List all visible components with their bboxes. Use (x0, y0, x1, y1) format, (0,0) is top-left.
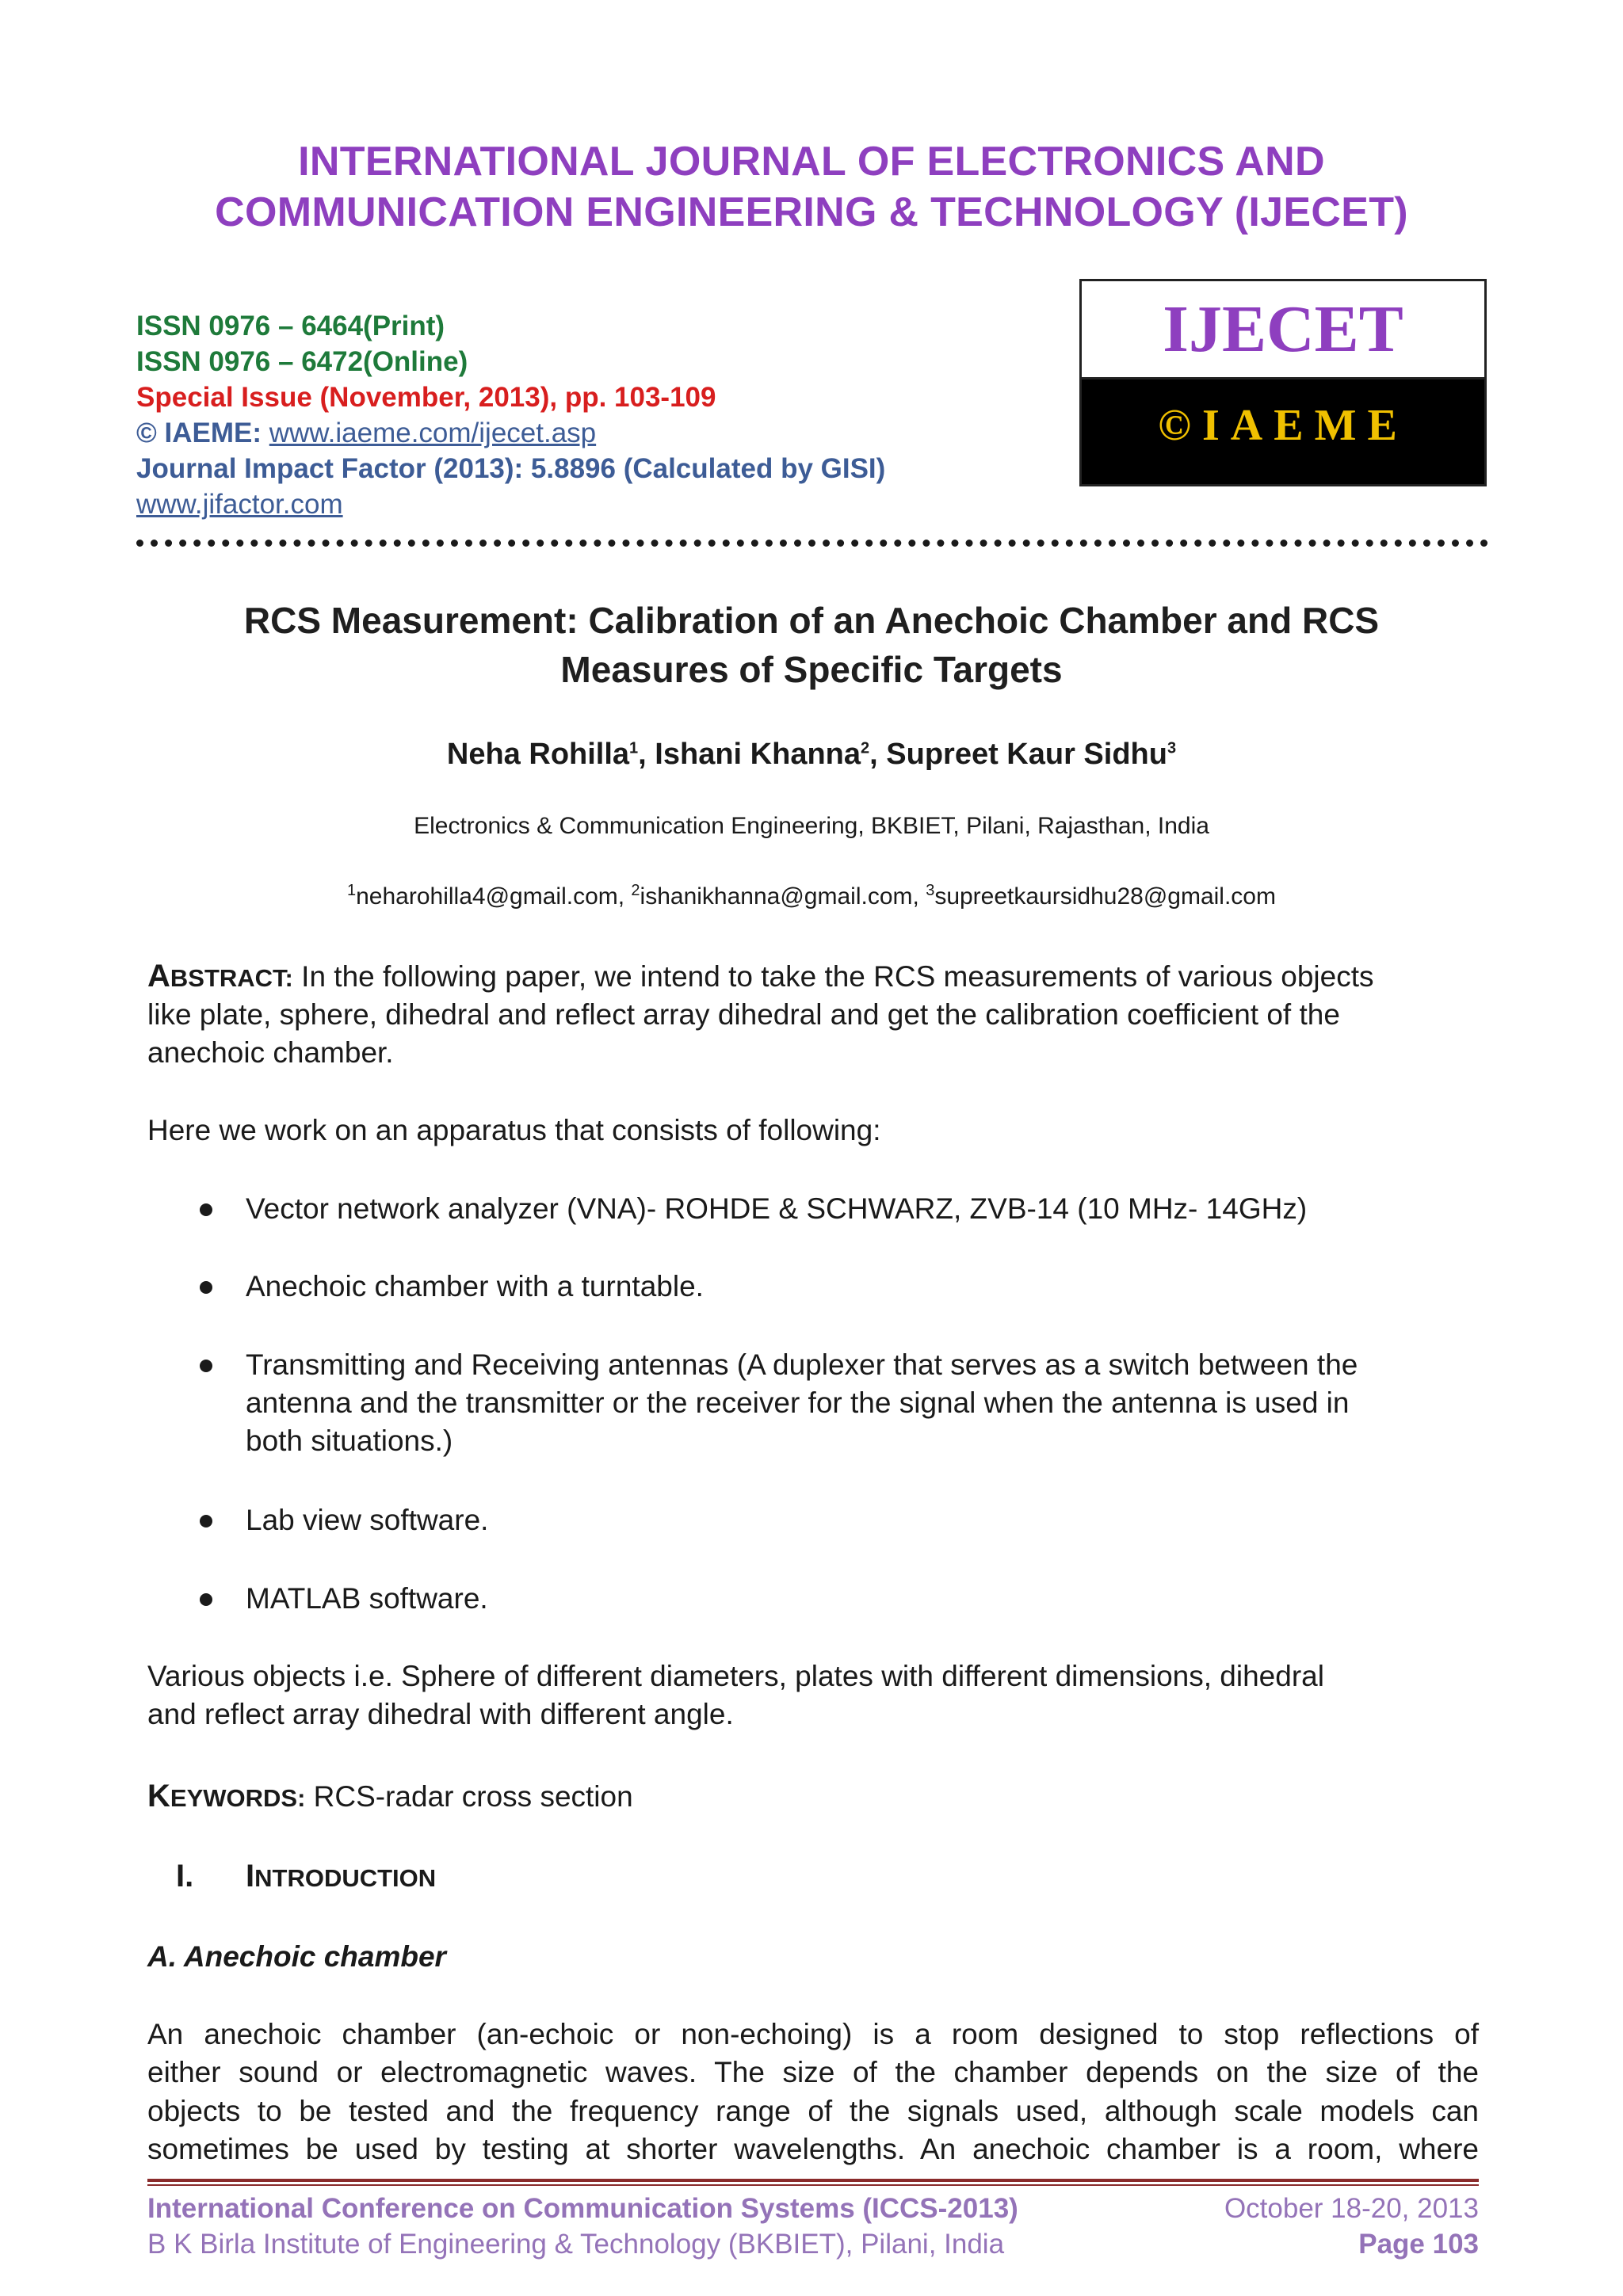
bullet-dot (200, 1515, 212, 1527)
logo-title: IJECET (1082, 281, 1484, 379)
abstract-label: ABSTRACT: (147, 959, 293, 994)
ijecet-logo (1079, 279, 1487, 486)
bullet-dot (200, 1593, 212, 1606)
impact-factor: Journal Impact Factor (2013): 5.8896 (Calculated by GISI) (136, 453, 886, 484)
bullet-item: Vector network analyzer (VNA)- ROHDE & SCHWARZ, ZVB-14 (10 MHz- 14GHz) (246, 1192, 1308, 1225)
bullet-dot (200, 1281, 212, 1294)
email-list: $^1$neharohilla4@gmail.com, $^2$ishanikhanna@gmail.com, $^3$supreetkaursidhu28@gmail.com (347, 882, 1276, 910)
intro-line: objects to be tested and the frequency range of the signals used, although scale models can (147, 2095, 1479, 2127)
abstract-line: like plate, sphere, dihedral and reflect array dihedral and get the calibration coefficient of the (147, 998, 1340, 1031)
email-sup: 2 (631, 882, 640, 899)
author-list: Neha Rohilla$^1$, Ishani Khanna$^2$, Supreet Kaur Sidhu$^3$ (446, 738, 1177, 771)
jifactor-line (136, 486, 343, 522)
bullet-dot (200, 1360, 212, 1372)
author-sup: 3 (1167, 739, 1177, 757)
abstract-line: anechoic chamber. (147, 1036, 394, 1069)
special-issue: Special Issue (November, 2013), pp. 103-109 (136, 382, 716, 413)
subsection-title: A. Anechoic chamber (147, 1940, 446, 1973)
page-number: Page 103 (1358, 2229, 1479, 2260)
author-sup: 1 (629, 739, 639, 757)
intro-line: either sound or electromagnetic waves. The size of the chamber depends on the size of the (147, 2056, 1479, 2088)
bullet-item-continued: antenna and the transmitter or the receiver for the signal when the antenna is used in (246, 1386, 1350, 1419)
abstract-line: ABSTRACT: In the following paper, we intend to take the RCS measurements of various objects (147, 959, 1374, 994)
keywords-text: RCS-radar cross section (313, 1780, 633, 1813)
author-email: neharohilla4@gmail.com (356, 883, 618, 910)
header-divider (136, 540, 1488, 547)
bullet-item: Anechoic chamber with a turntable. (246, 1270, 704, 1302)
iaeme-label: © IAEME: (136, 418, 269, 448)
footer-rule (147, 2184, 1479, 2186)
bullet-item-continued: both situations.) (246, 1425, 453, 1457)
journal-title-line1: INTERNATIONAL JOURNAL OF ELECTRONICS AND (298, 139, 1325, 185)
author-name: Ishani Khanna (655, 738, 861, 771)
section-number: I. (176, 1859, 194, 1894)
issn-online: ISSN 0976 – 6472(Online) (136, 346, 468, 377)
footer-conference: International Conference on Communication Systems (ICCS-2013) (147, 2193, 1018, 2224)
paper-title-line1: RCS Measurement: Calibration of an Anechoic Chamber and RCS (243, 600, 1380, 641)
email-sup: 1 (347, 882, 357, 899)
objects-line: and reflect array dihedral with different angle. (147, 1698, 734, 1730)
jifactor-link[interactable]: www.jifactor.com (136, 489, 343, 520)
intro-line: sometimes be used by testing at shorter wavelengths. An anechoic chamber is a room, where (147, 2133, 1479, 2165)
logo-publisher: ©IAEME (1082, 379, 1484, 484)
bullet-item: Transmitting and Receiving antennas (A duplexer that serves as a switch between the (246, 1348, 1358, 1381)
author-name: Supreet Kaur Sidhu (886, 738, 1167, 771)
iaeme-link[interactable]: www.iaeme.com/ijecet.asp (269, 418, 597, 448)
affiliation: Electronics & Communication Engineering, BKBIET, Pilani, Rajasthan, India (414, 813, 1209, 839)
bullet-item: MATLAB software. (246, 1582, 488, 1615)
keywords-line (147, 1777, 1479, 1818)
bullet-dot (200, 1203, 212, 1216)
footer-date: October 18-20, 2013 (1224, 2193, 1479, 2224)
issn-print: ISSN 0976 – 6464(Print) (136, 311, 445, 341)
author-email: ishanikhanna@gmail.com (640, 883, 913, 910)
bullet-item: Lab view software. (246, 1504, 489, 1536)
email-sup: 3 (926, 882, 935, 899)
journal-title-line2: COMMUNICATION ENGINEERING & TECHNOLOGY (IJECET) (215, 189, 1408, 235)
apparatus-intro: Here we work on an apparatus that consists of following: (147, 1114, 881, 1146)
author-name: Neha Rohilla (446, 738, 630, 771)
author-email: supreetkaursidhu28@gmail.com (934, 883, 1276, 910)
author-sup: 2 (861, 739, 870, 757)
section-title: INTRODUCTION (246, 1859, 437, 1894)
intro-line: An anechoic chamber (an-echoic or non-echoing) is a room designed to stop reflections of (147, 2018, 1479, 2050)
paper-title-line2: Measures of Specific Targets (560, 649, 1063, 690)
objects-line: Various objects i.e. Sphere of different diameters, plates with different dimensions, dihedral (147, 1660, 1324, 1692)
footer-rule (147, 2179, 1479, 2182)
footer-institute: B K Birla Institute of Engineering & Technology (BKBIET), Pilani, India (147, 2229, 1005, 2260)
keywords-label: KEYWORDS: (147, 1779, 306, 1814)
iaeme-line (136, 415, 596, 451)
